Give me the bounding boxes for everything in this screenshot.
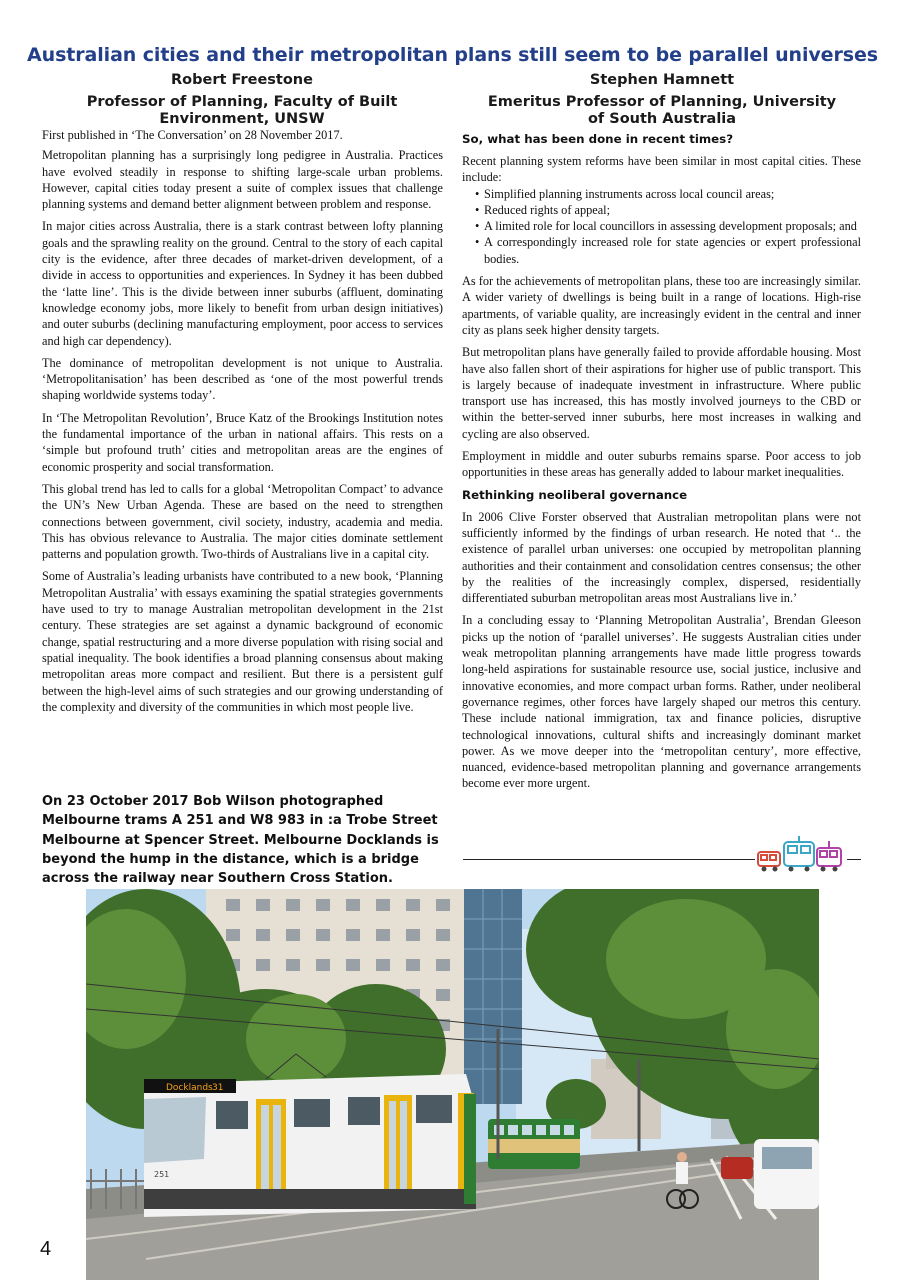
- author-name: Robert Freestone: [171, 72, 313, 88]
- photo-caption: On 23 October 2017 Bob Wilson photographed Melbourne trams A 251 and W8 983 in :a Trobe Street Melbourne at Spencer Street. Melbourne Docklands is beyond the hump in the distance, which is a bridge across the railway near Southern Cross Station.: [42, 794, 439, 887]
- paragraph: In 2006 Clive Forster observed that Australian metropolitan plans were not sufficiently informed by the findings of urban research. He noted that ‘.. the existence of parallel urban universes: one occupied by metropolitan planning authorities and their containment and consolidation centres consensus; the other by the realities of the increasingly complex, dispersed, residentially differentiated suburban metropolitan areas most Australians live in.’: [462, 509, 861, 606]
- author-role: Professor of Planning, Faculty of Built Environment, UNSW: [86, 93, 398, 127]
- section-heading: Rethinking neoliberal governance: [462, 487, 688, 502]
- tram-destination-sign: Docklands: [166, 1083, 213, 1093]
- list-item: • Reduced rights of appeal;: [475, 202, 861, 218]
- paragraph: As for the achievements of metropolitan plans, these too are increasingly similar. A wider variety of dwellings is being built in a range of locations. High-rise apartments, of variable quality, are increasingly evident in the central and inner city as plans seek higher density targets.: [462, 274, 861, 337]
- published-note: First published in ‘The Conversation’ on 28 November 2017.: [42, 128, 343, 142]
- list-item: • Simplified planning instruments across local council areas;: [475, 186, 861, 202]
- paragraph: In a concluding essay to ‘Planning Metropolitan Australia’, Brendan Gleeson picks up the notion of ‘parallel universes’. He suggests Australian cities under weak metropolitan planning arrangements have made little progress towards long-held aspirations for sustainable resource use, social justice, inclusive and innovative economies, and more compact urban forms. Rather, under neoliberal governance regimes, other forces have largely shaped our metros this century. These include national immigration, tax and finance policies, disruptive technological innovations, cultural shifts and increasingly dominant market power. As we move deeper into the ‘metropolitan century’, more effective, nuanced, evidence-based metropolitan planning and governance arrangements become ever more urgent.: [462, 613, 861, 791]
- paragraph: In ‘The Metropolitan Revolution’, Bruce Katz of the Brookings Institution notes the fundamental importance of the urban in national affairs. This rests on a ‘simple but profound truth’ cities and metropolitan areas are the engines of economic prosperity and social transformation.: [42, 410, 443, 474]
- street-scene-image: [86, 889, 819, 1280]
- section-heading: So, what has been done in recent times?: [462, 132, 734, 146]
- author-role: Emeritus Professor of Planning, University of South Australia: [487, 93, 837, 127]
- paragraph: In major cities across Australia, there is a stark contrast between lofty planning goals and the sprawling reality on the ground. Central to the story of each capital city is the evidence, after three decades of market-driven development, of a divide in access to opportunities and experiences. In Sydney it has been dubbed the ‘latte line’. This is the divide between inner suburbs (affluent, dominating knowledge economy jobs, more likely to benefit from urban design initiatives) and outer suburbs (declining manufacturing employment, poor access to services and high car dependency).: [42, 219, 443, 348]
- paragraph: But metropolitan plans have generally failed to provide affordable housing. Most have also fallen short of their aspirations for higher use of public transport. This is largely because of inadequate investment in infrastructure. Where public transport use has increased, this has mostly involved journeys to the CBD or within the better-served inner suburbs, here most increases in walking and cycling are also observed.: [462, 345, 861, 441]
- list-item: • A correspondingly increased role for state agencies or expert professional bodies.: [475, 234, 861, 267]
- reform-list: [462, 186, 861, 267]
- tram-fleet-number: 251: [154, 1170, 170, 1179]
- paragraph: Metropolitan planning has a surprisingly long pedigree in Australia. Practices have evolved steadily in response to shifting large-scale urban problems. However, capital cities today present a suite of complex issues that challenge planning systems and demand better alignment between problem and response.: [42, 148, 443, 212]
- page-number: 4: [40, 1238, 52, 1260]
- paragraph: Some of Australia’s leading urbanists have contributed to a new book, ‘Planning Metropolitan Australia’ with essays examining the spatial strategies governments have used to try to manage Australian metropolitan development in the 21st century. These strategies are set against a dynamic background of economic change, spatial restructuring and a more diverse population with rising social and spatial inequality. The book identifies a broad planning consensus about making metropolitan areas more compact and resilient. But there is a persistent gulf between the high-level aims of such strategies and our growing understanding of the complexity and diversity of the communities in which most people live.: [42, 569, 443, 714]
- list-item: • A limited role for local councillors in assessing development proposals; and: [475, 218, 861, 234]
- paragraph: Recent planning system reforms have been similar in most capital cities. These include:: [462, 154, 861, 185]
- article-title: Australian cities and their metropolitan plans still seem to be parallel universes: [27, 44, 878, 66]
- author-left: [42, 72, 442, 129]
- author-name: Stephen Hamnett: [589, 72, 735, 88]
- paragraph: Employment in middle and outer suburbs remains sparse. Poor access to job opportunities in these areas has generally added to labour market inequalities.: [462, 449, 861, 480]
- left-column: [42, 127, 443, 721]
- tram-route-number: 31: [212, 1083, 224, 1093]
- tram-photo: [86, 889, 819, 1280]
- paragraph: The dominance of metropolitan development is not unique to Australia. ‘Metropolitanisation’ has been described as ‘one of the most powerful trends shaping worldwide systems today’.: [42, 355, 443, 403]
- tram-logo-icon: [755, 836, 847, 876]
- right-column: [462, 131, 861, 798]
- author-right: [462, 72, 862, 129]
- paragraph: This global trend has led to calls for a global ‘Metropolitan Compact’ to advance the UN’s New Urban Agenda. These are based on the need to strengthen connections between government, civil society, industry, academia and media. This has obvious relevance to Australia. The major cities dominate settlement patterns and population growth. Two-thirds of Australians live in a capital city.: [42, 481, 443, 562]
